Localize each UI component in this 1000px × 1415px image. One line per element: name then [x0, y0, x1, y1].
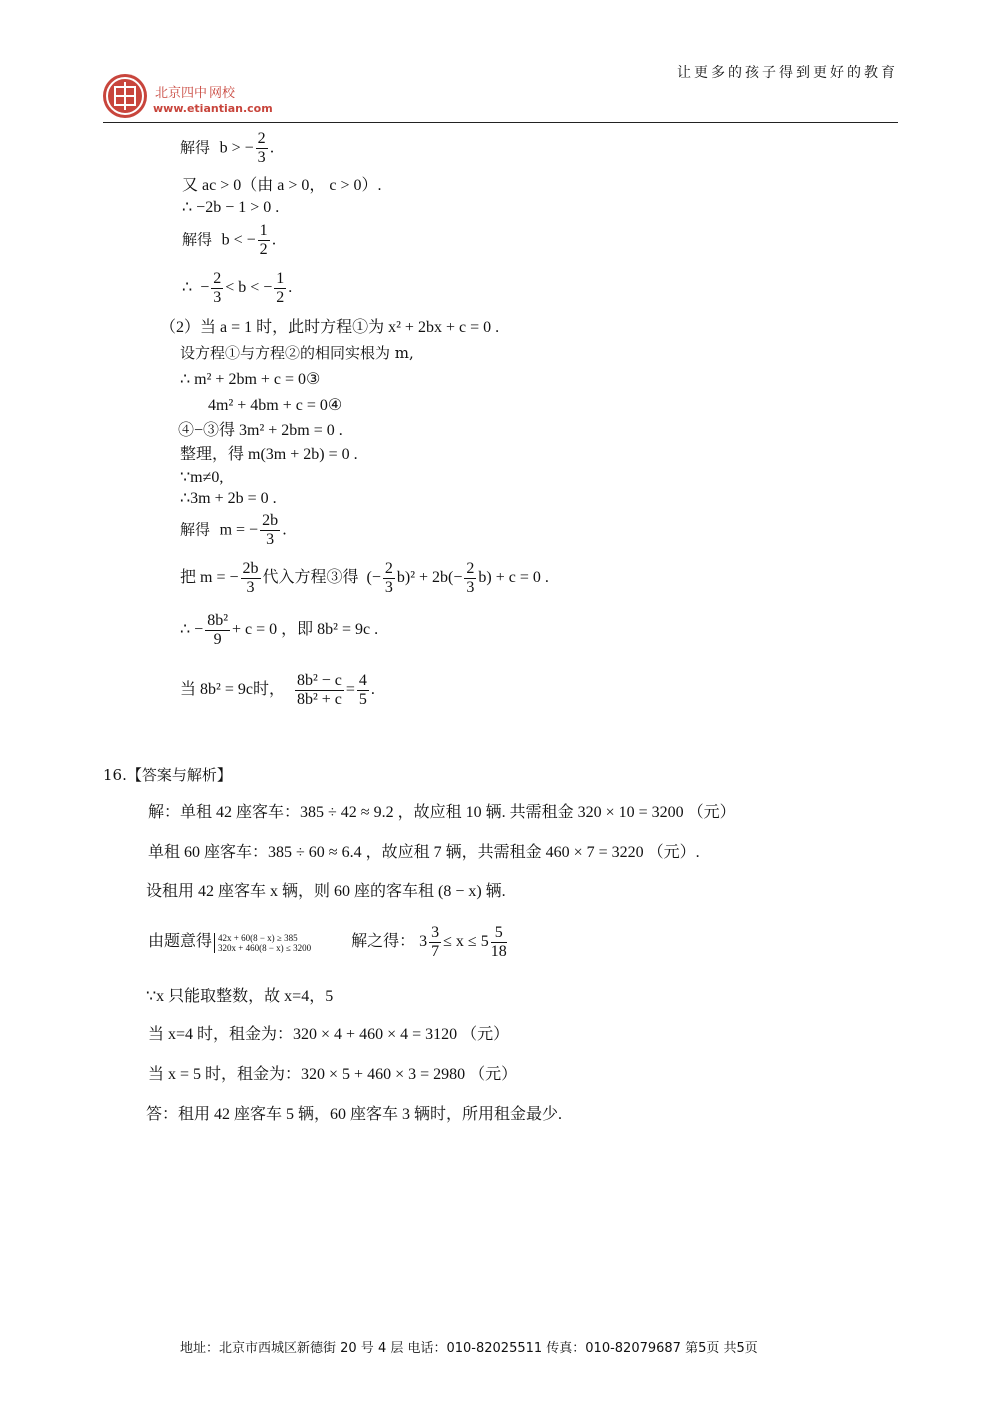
q16-line6: 当 x=4 时，租金为：320 × 4 + 460 × 4 = 3120 （元）	[148, 1026, 510, 1043]
logo	[103, 74, 273, 118]
p2-line3: ∴ m² + 2bm + c = 0③	[180, 371, 321, 388]
p2-line5: ④−③得 3m² + 2bm = 0 .	[178, 422, 343, 439]
footer: 地址：北京市西城区新德街 20 号 4 层 电话：010-82025511 传真：010-82079687 第5页 共5页	[180, 1341, 758, 1356]
header-divider	[103, 122, 898, 123]
q16-title: 16.【答案与解析】	[103, 766, 232, 784]
q16-line8: 答：租用 42 座客车 5 辆，60 座客车 3 辆时，所用租金最少.	[146, 1106, 563, 1123]
p2-line9: 解得 m = − $\frac{2b}{3}$ .	[180, 512, 287, 548]
p1-line5: ∴ − $\frac{2}{3}$ < b < − $\frac{1}{2}$ .	[182, 270, 293, 306]
p1-line2: 又 ac > 0（由 a > 0， c > 0）.	[182, 177, 382, 194]
q16-line1: 解：单租 42 座客车：385 ÷ 42 ≈ 9.2 ，故应租 10 辆. 共需租金 320 × 10 = 3200 （元）	[148, 804, 736, 821]
brand-name: 北京四中 网校	[155, 85, 236, 101]
q16-line3: 设租用 42 座客车 x 辆，则 60 座的客车租 (8 − x) 辆.	[146, 883, 506, 900]
p1-line3: ∴ −2b − 1 > 0 .	[182, 199, 280, 216]
p2-line2: 设方程①与方程②的相同实根为 m,	[180, 344, 414, 362]
p2-line8: ∴3m + 2b = 0 .	[180, 490, 277, 507]
p2-line11: ∴ − $\frac{\text{8b²}}{9}$ + c = 0 ，即 8b² = 9c .	[180, 612, 379, 648]
q16-line7: 当 x = 5 时，租金为：320 × 5 + 460 × 3 = 2980 （元）	[148, 1066, 518, 1083]
p1-line4: 解得 b < − $\frac{1}{2}$ .	[182, 222, 277, 258]
brand-url: www.etiantian.com	[153, 101, 273, 115]
p2-line7: ∵m≠0,	[180, 469, 224, 486]
p2-line10: 把 m = − $\frac{2b}{3}$ 代入方程③得 (− $\frac{2}{3}$ b)² + 2b(− $\frac{2}{3}$ b) + c = 0 .	[180, 560, 549, 596]
p2-line12: 当 8b² = 9c时， $\frac{\text{8b² − c}}{\text{8b² + c}}$ = $\frac{4}{5}$ .	[180, 672, 375, 708]
p2-line4: 4m² + 4bm + c = 0④	[208, 397, 343, 414]
q16-line4: 由题意得 42x + 60(8 − x) ≥ 385 320x + 460(8 − x) ≤ 3200 解之得： 3 $\frac{3}{7}$ ≤ x ≤ 5 $\frac{5}{18}$	[148, 924, 507, 960]
q16-line5: ∵x 只能取整数，故 x=4，5	[146, 988, 334, 1005]
p2-line6: 整理，得 m(3m + 2b) = 0 .	[180, 446, 358, 463]
p1-line1: 解得 b > − $\frac{2}{3}$ .	[180, 130, 275, 166]
seal-icon	[103, 74, 147, 118]
p2-line1: （2）当 a = 1 时，此时方程①为 x² + 2bx + c = 0 .	[160, 319, 500, 336]
slogan: 让更多的孩子得到更好的教育	[677, 65, 898, 81]
q16-line2: 单租 60 座客车：385 ÷ 60 ≈ 6.4 ，故应租 7 辆，共需租金 460 × 7 = 3220 （元）.	[148, 844, 700, 861]
